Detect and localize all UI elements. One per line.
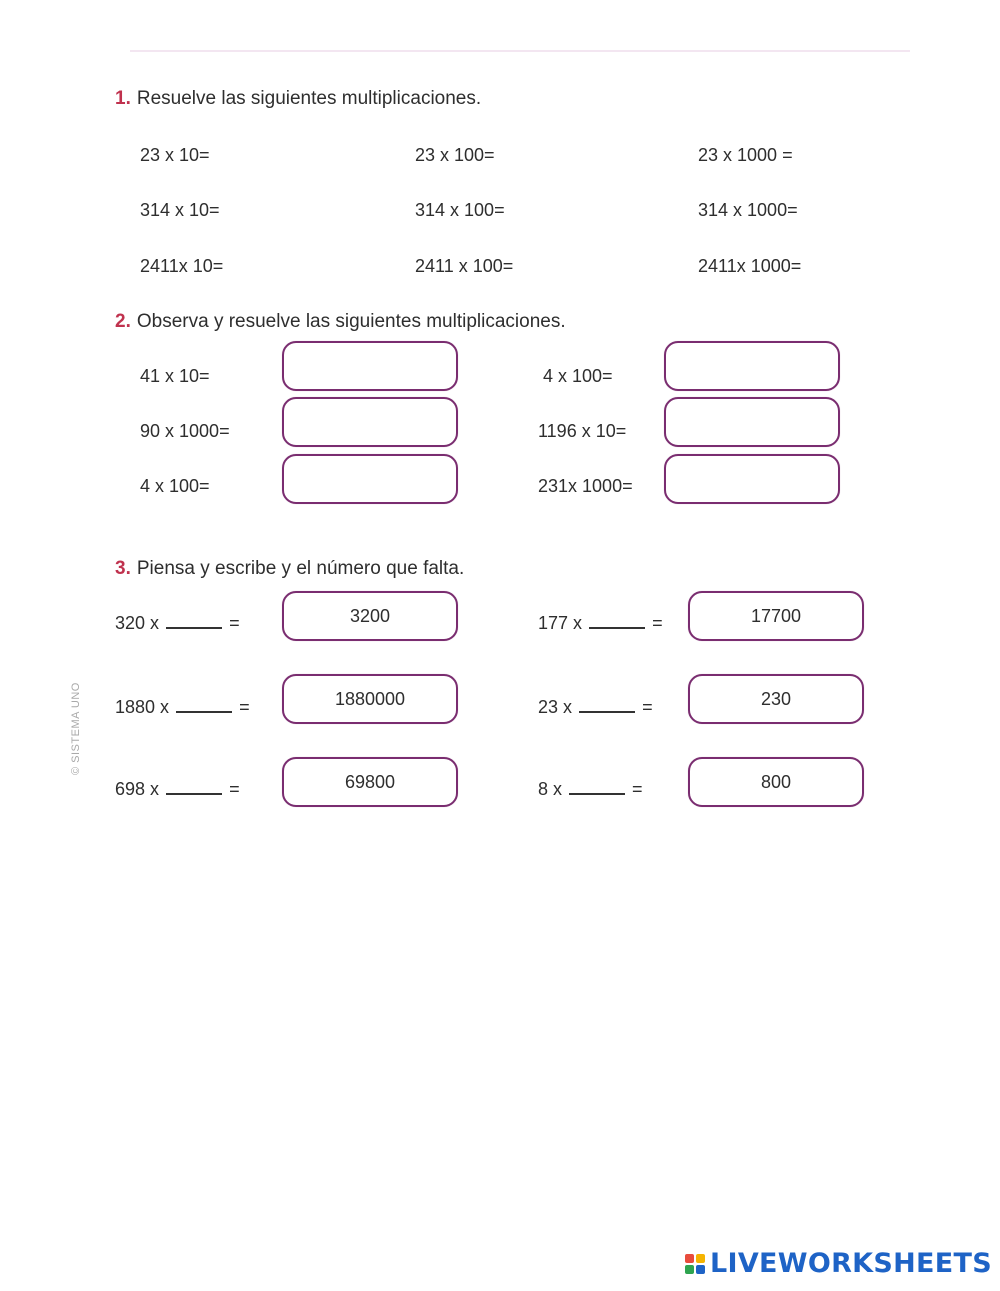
s3-left-blank-3[interactable] <box>166 793 222 795</box>
s3-left-result-box-1 <box>282 591 458 641</box>
s1-expr-r1c1: 23 x 10= <box>140 145 210 165</box>
s1-expr-r2c2: 314 x 100= <box>415 200 505 220</box>
s2-right-expr-3: 231x 1000= <box>538 476 633 496</box>
s3-left-prefix-2: 1880 x <box>115 697 170 717</box>
s2-left-expr-1: 41 x 10= <box>140 366 210 386</box>
s3-right-result-box-1 <box>688 591 864 641</box>
logo-square-4 <box>696 1265 705 1274</box>
s3-right-result-3: 800 <box>760 771 792 792</box>
s3-left-row-3 <box>115 779 240 800</box>
s3-right-prefix-1: 177 x <box>538 613 583 633</box>
s3-right-prefix-3: 8 x <box>538 779 563 799</box>
s3-left-result-1: 3200 <box>349 605 391 626</box>
s2-right-expr-1: 4 x 100= <box>543 366 613 386</box>
s3-right-blank-3[interactable] <box>569 793 625 795</box>
s2-left-expr-3: 4 x 100= <box>140 476 210 496</box>
s3-right-result-2: 230 <box>760 688 792 709</box>
section-1-heading <box>115 88 481 110</box>
section-1-title: Resuelve las siguientes multiplicaciones. <box>136 88 482 109</box>
s3-right-equals-3: = <box>632 779 643 799</box>
logo-square-1 <box>685 1254 694 1263</box>
top-divider <box>130 50 910 52</box>
s3-left-row-2 <box>115 697 250 718</box>
s2-left-answer-box-3[interactable] <box>282 454 458 504</box>
s3-left-result-3: 69800 <box>344 771 396 792</box>
logo-square-3 <box>685 1265 694 1274</box>
s3-right-row-2 <box>538 697 653 718</box>
s1-expr-r3c1: 2411x 10= <box>140 256 224 276</box>
s2-right-answer-box-1[interactable] <box>664 341 840 391</box>
s3-right-blank-2[interactable] <box>579 711 635 713</box>
s2-right-answer-box-2[interactable] <box>664 397 840 447</box>
s1-expr-r2c1: 314 x 10= <box>140 200 220 220</box>
s3-left-blank-1[interactable] <box>166 627 222 629</box>
s3-left-row-1 <box>115 613 240 634</box>
liveworksheets-brand[interactable] <box>685 1248 992 1279</box>
s1-expr-r3c3: 2411x 1000= <box>698 256 802 276</box>
s3-left-prefix-1: 320 x <box>115 613 160 633</box>
s3-right-equals-1: = <box>652 613 663 633</box>
s2-left-expr-2: 90 x 1000= <box>140 421 230 441</box>
s1-expr-r3c2: 2411 x 100= <box>415 256 514 276</box>
s2-right-expr-2: 1196 x 10= <box>538 421 627 441</box>
section-3-heading <box>115 558 464 580</box>
section-3-number: 3. <box>115 558 131 579</box>
section-1-number: 1. <box>115 88 131 109</box>
copyright-watermark: © SISTEMA UNO <box>70 682 82 775</box>
s3-right-row-3 <box>538 779 643 800</box>
s3-right-result-1: 17700 <box>750 605 802 626</box>
s3-right-blank-1[interactable] <box>589 627 645 629</box>
s3-left-equals-1: = <box>229 613 240 633</box>
s3-right-result-box-2 <box>688 674 864 724</box>
s2-left-answer-box-2[interactable] <box>282 397 458 447</box>
section-2-title: Observa y resuelve las siguientes multiplicaciones. <box>136 311 566 332</box>
s3-left-result-box-3 <box>282 757 458 807</box>
logo-square-2 <box>696 1254 705 1263</box>
s3-right-equals-2: = <box>642 697 653 717</box>
s2-left-answer-box-1[interactable] <box>282 341 458 391</box>
s3-right-prefix-2: 23 x <box>538 697 573 717</box>
s3-left-equals-3: = <box>229 779 240 799</box>
brand-name: LIVEWORKSHEETS <box>709 1248 992 1279</box>
section-3-title: Piensa y escribe y el número que falta. <box>136 558 465 579</box>
s3-right-row-1 <box>538 613 663 634</box>
s1-expr-r1c2: 23 x 100= <box>415 145 495 165</box>
s3-left-result-2: 1880000 <box>334 688 406 709</box>
s1-expr-r1c3: 23 x 1000 = <box>698 145 793 165</box>
s3-left-equals-2: = <box>239 697 250 717</box>
section-2-heading <box>115 311 566 333</box>
s2-right-answer-box-3[interactable] <box>664 454 840 504</box>
liveworksheets-logo-icon <box>685 1254 705 1274</box>
s3-left-blank-2[interactable] <box>176 711 232 713</box>
section-2-number: 2. <box>115 311 131 332</box>
s3-left-prefix-3: 698 x <box>115 779 160 799</box>
s1-expr-r2c3: 314 x 1000= <box>698 200 798 220</box>
s3-left-result-box-2 <box>282 674 458 724</box>
s3-right-result-box-3 <box>688 757 864 807</box>
